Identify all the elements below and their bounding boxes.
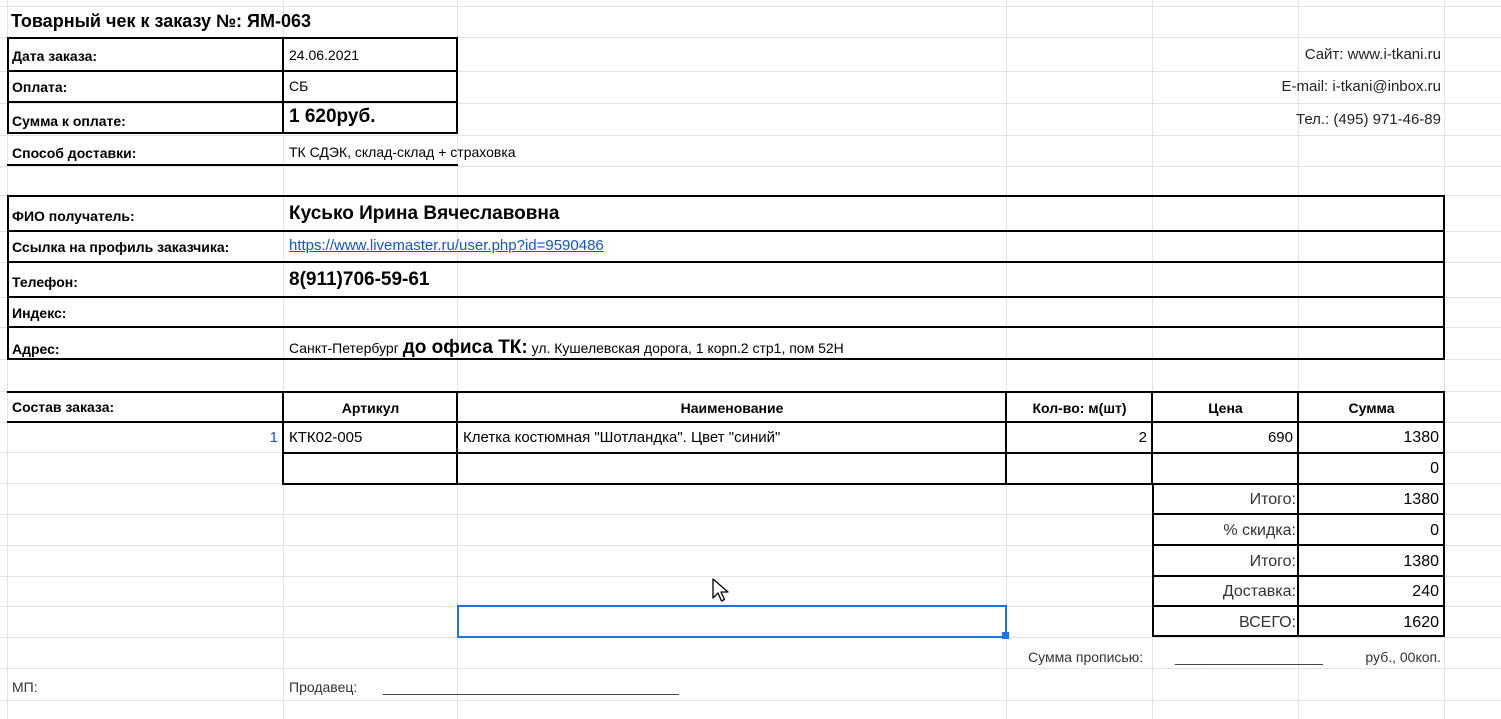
address-office: до офиса ТК: — [402, 337, 528, 358]
sum-in-words-blank: ___________________ — [1175, 649, 1323, 665]
profile-link[interactable]: https://www.livemaster.ru/user.php?id=9590486 — [289, 237, 604, 254]
row-product-name[interactable]: Клетка костюмная "Шотландка". Цвет "синий" — [463, 429, 781, 446]
row-qty[interactable]: 2 — [1138, 429, 1147, 446]
row-sum[interactable]: 1380 — [1403, 429, 1439, 446]
address-city: Санкт-Петербург — [289, 340, 399, 356]
header-qty: Кол-во: м(шт) — [1032, 400, 1127, 416]
recipient-name-label: ФИО получатель: — [12, 208, 135, 224]
address-label: Адрес: — [12, 341, 60, 357]
payment-value[interactable]: СБ — [289, 78, 309, 94]
gridline — [0, 6, 1501, 7]
header-price: Цена — [1208, 400, 1243, 416]
seller-signature-blank: ______________________________________ — [383, 679, 679, 695]
border-line — [7, 296, 1445, 298]
recipient-name-value[interactable]: Кусько Ирина Вячеславовна — [289, 203, 560, 224]
header-name: Наименование — [680, 400, 784, 416]
receipt-title: Товарный чек к заказу №: ЯМ-063 — [11, 11, 311, 31]
total-value-after-discount[interactable]: 1380 — [1403, 553, 1439, 570]
border-line — [282, 37, 284, 134]
email-text: E-mail: i-tkani@inbox.ru — [1281, 78, 1441, 95]
fill-handle[interactable] — [1002, 632, 1009, 639]
border-line — [7, 230, 1445, 232]
address-value[interactable] — [289, 338, 844, 357]
gridline — [0, 700, 1501, 701]
total-label-delivery: Доставка: — [1222, 583, 1296, 600]
total-label-subtotal: Итого: — [1249, 491, 1296, 508]
border-line — [7, 164, 458, 166]
row-sum-empty[interactable]: 0 — [1430, 460, 1439, 477]
total-label-grand: ВСЕГО: — [1238, 614, 1296, 631]
border-line — [7, 391, 1445, 393]
total-value-delivery[interactable]: 240 — [1412, 583, 1439, 600]
border-line — [7, 421, 1445, 423]
total-label-discount: % скидка: — [1223, 522, 1296, 539]
order-contents-label: Состав заказа: — [12, 399, 115, 415]
border-line — [7, 101, 458, 103]
order-date-value[interactable]: 24.06.2021 — [289, 47, 360, 63]
total-value-grand[interactable]: 1620 — [1403, 614, 1439, 631]
total-value-subtotal[interactable]: 1380 — [1403, 491, 1439, 508]
sum-value[interactable]: 1 620руб. — [289, 106, 376, 127]
total-label-after-discount: Итого: — [1249, 553, 1296, 570]
phone-label: Телефон: — [12, 274, 78, 290]
seller-label: Продавец: — [289, 679, 358, 695]
border-line — [7, 326, 1445, 328]
mouse-pointer-icon — [712, 578, 732, 606]
gridline — [0, 166, 1501, 167]
index-label: Индекс: — [12, 305, 67, 321]
delivery-value[interactable]: ТК СДЭК, склад-склад + страховка — [289, 144, 516, 160]
row-price[interactable]: 690 — [1267, 429, 1293, 446]
header-sum: Сумма — [1348, 400, 1395, 416]
row-number[interactable]: 1 — [269, 429, 278, 446]
header-article: Артикул — [341, 400, 400, 416]
row-article[interactable]: КТК02-005 — [289, 429, 363, 446]
sum-in-words-label: Сумма прописью: — [1028, 649, 1144, 665]
gridline — [0, 135, 1501, 136]
sum-label: Сумма к оплате: — [12, 113, 126, 129]
gridline — [0, 668, 1501, 669]
recipient-border — [7, 195, 1445, 360]
stamp-label: МП: — [12, 679, 38, 695]
address-rest: ул. Кушелевская дорога, 1 корп.2 стр1, пом 52Н — [531, 340, 844, 356]
phone-value[interactable]: 8(911)706-59-61 — [289, 269, 430, 290]
profile-link-label: Ссылка на профиль заказчика: — [12, 239, 230, 255]
border-line — [7, 261, 1445, 263]
border-line — [7, 70, 458, 72]
site-text: Сайт: www.i-tkani.ru — [1304, 46, 1441, 63]
order-date-label: Дата заказа: — [12, 48, 98, 64]
delivery-label: Способ доставки: — [12, 145, 137, 161]
phone-text: Тел.: (495) 971-46-89 — [1296, 111, 1441, 128]
selected-cell[interactable] — [457, 605, 1007, 638]
payment-label: Оплата: — [12, 79, 68, 95]
total-value-discount[interactable]: 0 — [1430, 522, 1439, 539]
sum-in-words-tail: руб., 00коп. — [1365, 649, 1441, 665]
